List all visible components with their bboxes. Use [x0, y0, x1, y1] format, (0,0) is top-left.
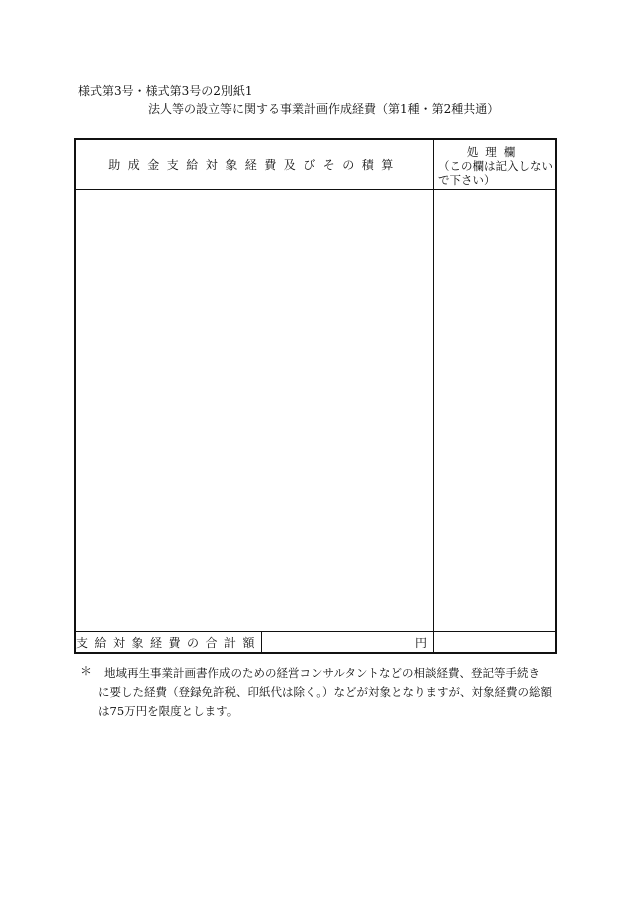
- document-title: 法人等の設立等に関する事業計画作成経費（第1種・第2種共通）: [148, 102, 500, 116]
- currency-unit: 円: [414, 635, 427, 650]
- footnote-line: は75万円を限度とします。: [98, 704, 239, 718]
- footnote-line: 地域再生事業計画書作成のための経営コンサルタントなどの相談経費、登記等手続き: [104, 666, 540, 680]
- processing-entry-area: [434, 190, 555, 631]
- expense-details-entry-area[interactable]: [76, 190, 433, 631]
- footnote-asterisk: ＊: [80, 664, 93, 678]
- processing-column-note-line2: で下さい）: [438, 173, 496, 187]
- form-number: 様式第3号・様式第3号の2別紙1: [78, 84, 253, 98]
- footnote-text: [98, 664, 552, 721]
- processing-column-header: [434, 140, 555, 189]
- total-amount-label: 支給対象経費の合計額: [76, 635, 262, 650]
- footnote-line: に要した経費（登録免許税、印紙代は除く。）などが対象となりますが、対象経費の総額: [98, 685, 553, 699]
- processing-column-note-line1: （この欄は記入しない: [438, 159, 553, 173]
- total-amount-field[interactable]: [262, 632, 433, 652]
- total-processing-cell: [434, 632, 555, 652]
- expense-form-table: [74, 138, 557, 654]
- expense-column-header: 助成金支給対象経費及びその積算: [108, 158, 401, 172]
- processing-column-title: 処理欄: [466, 145, 523, 159]
